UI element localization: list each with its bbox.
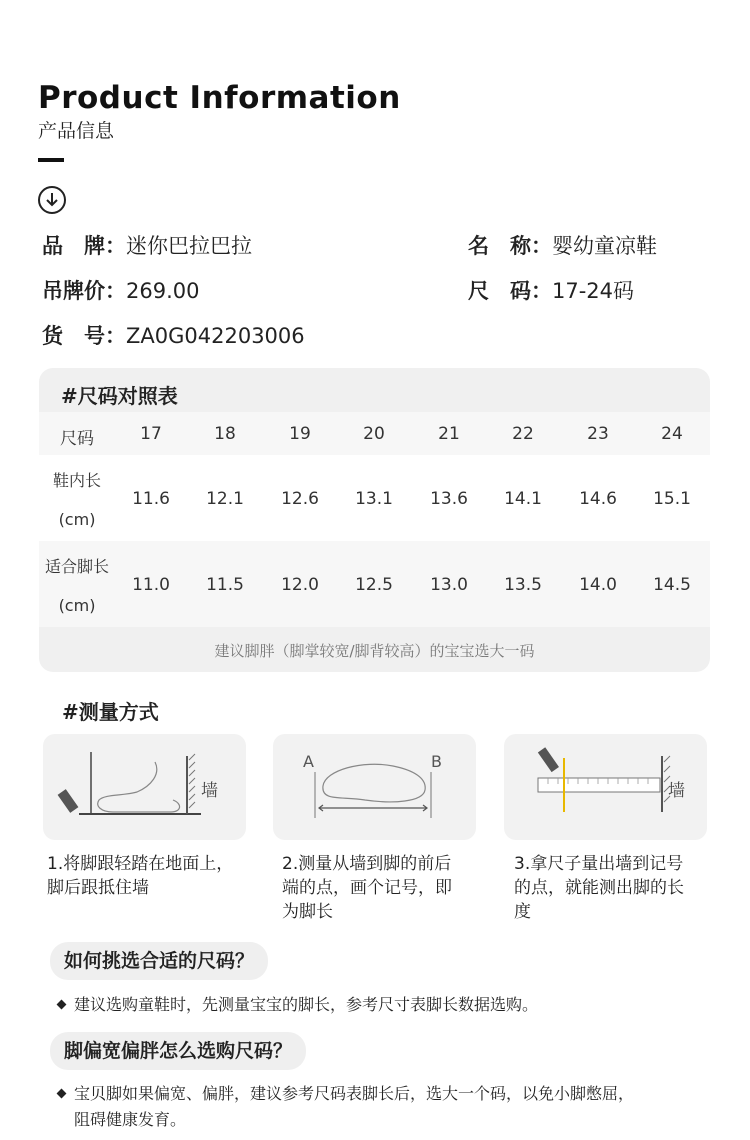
wall-label-2: 墙 — [668, 781, 685, 801]
inner-length-cell: 13.6 — [430, 489, 468, 509]
size-label: 尺 码： — [468, 279, 552, 303]
price-row — [42, 275, 199, 305]
inner-length-row — [39, 455, 710, 541]
brand-row — [42, 230, 252, 260]
fit-length-cell: 11.0 — [132, 575, 170, 595]
inner-length-unit: (cm) — [58, 510, 96, 529]
brand-label: 品 牌： — [42, 234, 126, 258]
step-3-line: 3.拿尺子量出墙到记号 — [514, 854, 684, 874]
fit-length-cell: 13.5 — [504, 575, 542, 595]
page-subtitle: 产品信息 — [38, 120, 115, 142]
inner-length-cell: 15.1 — [653, 489, 691, 509]
sku-value: ZA0G042203006 — [126, 324, 305, 348]
point-b-label: B — [431, 752, 442, 771]
fit-length-cell: 12.5 — [355, 575, 393, 595]
bullet-icon — [57, 1000, 67, 1010]
sku-label: 货 号： — [42, 324, 126, 348]
inner-length-label: 鞋内长 — [52, 471, 101, 490]
step-3-line: 度 — [514, 902, 531, 922]
size-value: 17-24码 — [552, 279, 635, 303]
measure-title: #测量方式 — [62, 700, 159, 724]
inner-length-cell: 12.1 — [206, 489, 244, 509]
point-a-label: A — [303, 752, 314, 771]
arrow-down-icon[interactable] — [38, 186, 66, 214]
step-2-text — [282, 852, 452, 924]
price-label: 吊牌价： — [42, 279, 126, 303]
faq-answer-2-line: 宝贝脚如果偏宽、偏胖，建议参考尺码表脚长后，选大一个码，以免小脚憋屈， — [74, 1084, 635, 1103]
faq-question-2: 脚偏宽偏胖怎么选购尺码？ — [50, 1032, 306, 1070]
size-cell: 20 — [363, 424, 385, 444]
measure-card-2 — [273, 734, 476, 840]
name-value: 婴幼童凉鞋 — [552, 234, 657, 258]
inner-length-cell: 12.6 — [281, 489, 319, 509]
size-cell: 17 — [140, 424, 162, 444]
fit-length-cell: 14.5 — [653, 575, 691, 595]
faq-answer-1 — [58, 992, 538, 1018]
size-chart-panel — [39, 368, 710, 672]
foot-outline-illustration — [273, 734, 476, 840]
measure-card-3 — [504, 734, 707, 840]
faq-answer-1-text: 建议选购童鞋时，先测量宝宝的脚长，参考尺寸表脚长数据选购。 — [74, 995, 539, 1014]
size-cell: 22 — [512, 424, 534, 444]
size-cell: 18 — [214, 424, 236, 444]
size-chart-title: #尺码对照表 — [61, 384, 178, 408]
brand-value: 迷你巴拉巴拉 — [126, 234, 252, 258]
name-row — [468, 230, 657, 260]
bullet-icon — [57, 1089, 67, 1099]
name-label: 名 称： — [468, 234, 552, 258]
size-cell: 21 — [438, 424, 460, 444]
title-underline — [38, 158, 64, 162]
inner-length-cell: 14.6 — [579, 489, 617, 509]
step-1-line: 脚后跟抵住墙 — [47, 878, 149, 898]
fit-length-cell: 11.5 — [206, 575, 244, 595]
size-cell: 24 — [661, 424, 683, 444]
faq-answer-2-line: 阻碍健康发育。 — [74, 1110, 187, 1129]
fit-length-label: 适合脚长 — [44, 557, 109, 576]
size-header-row — [39, 412, 710, 455]
fit-length-row — [39, 541, 710, 627]
size-header-label: 尺码 — [60, 429, 94, 449]
fit-length-cell: 13.0 — [430, 575, 468, 595]
fit-length-cell: 12.0 — [281, 575, 319, 595]
wall-label: 墙 — [201, 781, 218, 801]
step-2-line: 2.测量从墙到脚的前后 — [282, 854, 452, 874]
step-1-line: 1.将脚跟轻踏在地面上， — [47, 854, 234, 874]
size-row — [468, 275, 634, 305]
size-cell: 19 — [289, 424, 311, 444]
step-3-line: 的点，就能测出脚的长 — [514, 878, 684, 898]
step-2-line: 为脚长 — [282, 902, 333, 922]
sku-row — [42, 320, 305, 350]
size-cell: 23 — [587, 424, 609, 444]
inner-length-cell: 14.1 — [504, 489, 542, 509]
faq-question-1: 如何挑选合适的尺码？ — [50, 942, 268, 980]
step-3-text — [514, 852, 684, 924]
size-note: 建议脚胖（脚掌较宽/脚背较高）的宝宝选大一码 — [214, 642, 535, 660]
page-title: Product Information — [38, 80, 401, 116]
price-value: 269.00 — [126, 279, 200, 303]
inner-length-cell: 13.1 — [355, 489, 393, 509]
fit-length-cell: 14.0 — [579, 575, 617, 595]
step-1-text — [47, 852, 233, 900]
measure-card-1 — [43, 734, 246, 840]
fit-length-unit: (cm) — [58, 596, 96, 615]
inner-length-cell: 11.6 — [132, 489, 170, 509]
step-2-line: 端的点，画个记号，即 — [282, 878, 452, 898]
faq-answer-2 — [58, 1081, 634, 1133]
